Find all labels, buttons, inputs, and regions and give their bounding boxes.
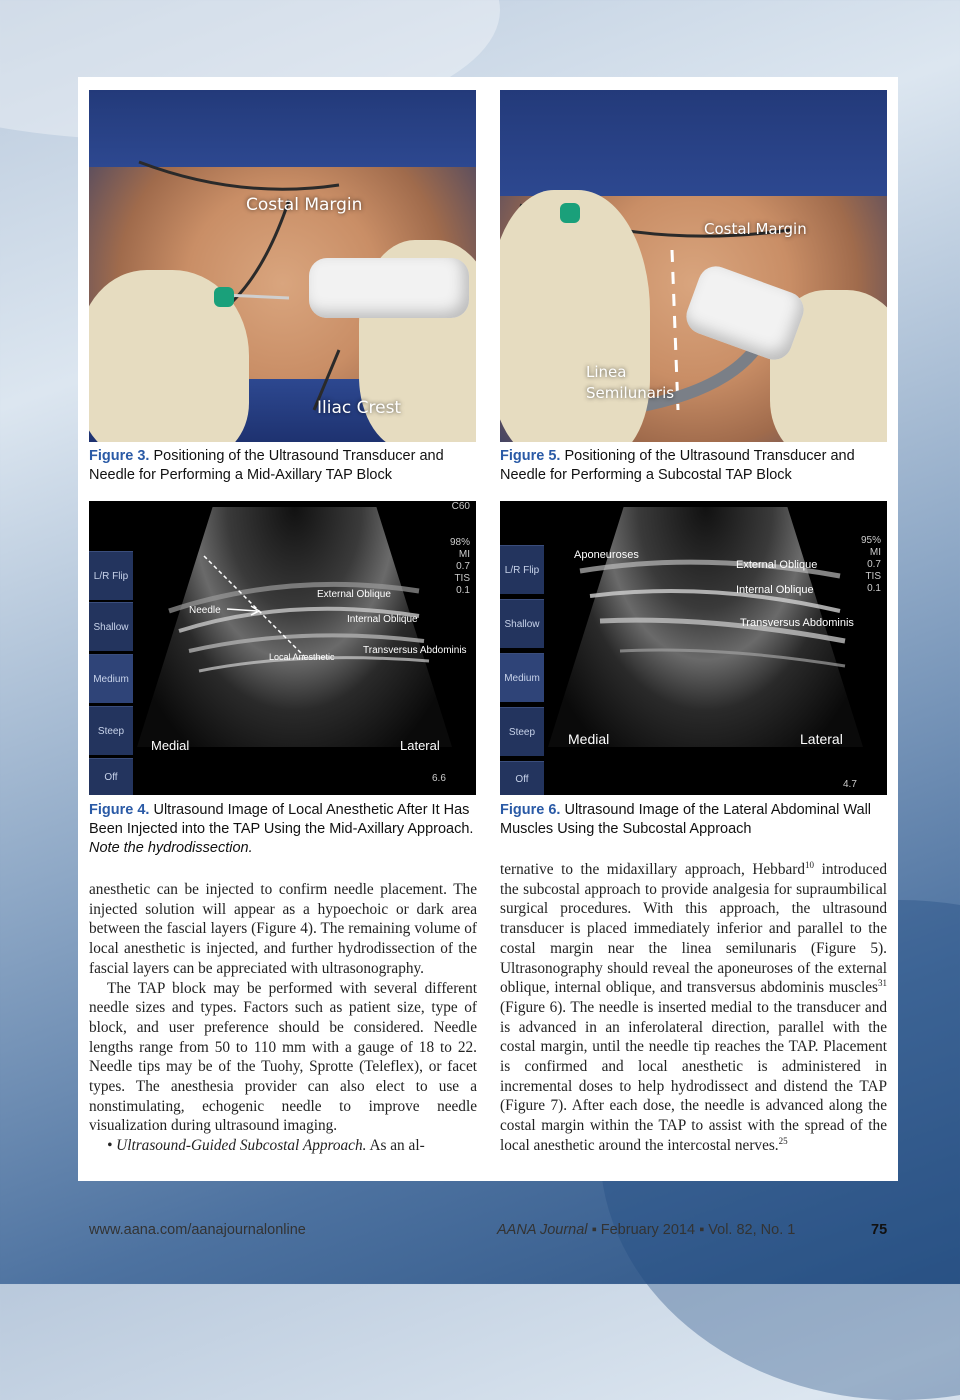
ultrasound-transducer — [309, 258, 469, 318]
figure-number: Figure 6. — [500, 802, 561, 818]
reference: 10 — [805, 859, 815, 870]
paragraph: ternative to the midaxillary approach, Hebbard$^{10}$ introduced the subcostal approach to provide analgesia for supraumbilical surgical procedures. With this approach, the ultrasound transducer is placed immediately inferior and parallel to the costal margin near the linea semilunaris (Figure 5). Ultrasonography should reveal the aponeuroses of the external oblique, internal oblique, and transversus abdominis muscles$^{31}$ (Figure 6). The needle is inserted medial to the transducer and is advanced in an inferolateral direction, parallel with the costal margin, until the needle tip reaches the TAP. Placement is confirmed and local anesthetic is administered in incremental doses to help hydrodissect and distend the TAP (Figure 7). After each dose, the needle is advanced along the costal margin within the TAP to assist with the spread of the local anesthetic around the intercostal nerves.$^{25}$ — [500, 859, 887, 1154]
right-column-text — [500, 860, 887, 1156]
figure-4-caption — [89, 801, 481, 858]
label-aponeuroses: Aponeuroses — [574, 549, 639, 561]
footer-url: www.aana.com/aanajournalonline — [89, 1222, 306, 1238]
label-needle: Needle — [189, 605, 221, 616]
menu-shallow: Shallow — [89, 602, 133, 651]
label-costal-margin: Costal Margin — [246, 195, 363, 215]
reference: 25 — [778, 1135, 788, 1146]
label-semilunaris: Semilunaris — [586, 384, 675, 402]
figure-number: Figure 3. — [89, 448, 150, 464]
label-local-anesthetic: Local Anesthetic — [269, 652, 335, 662]
tissue-layers — [500, 501, 887, 795]
menu-medium: Medium — [500, 653, 544, 702]
menu-steep: Steep — [89, 706, 133, 755]
menu-shallow: Shallow — [500, 599, 544, 648]
label-external-oblique: External Oblique — [736, 559, 818, 571]
caption-note: Note the hydrodissection. — [89, 840, 253, 856]
label-external-oblique: External Oblique — [317, 589, 391, 600]
section-heading: • Ultrasound-Guided Subcostal Approach. — [107, 1137, 367, 1155]
figure-5-photo — [500, 90, 887, 442]
figure-5-caption — [500, 447, 880, 485]
label-transversus-abdominis: Transversus Abdominis — [363, 645, 467, 656]
menu-lr-flip: L/R Flip — [500, 545, 544, 594]
label-internal-oblique: Internal Oblique — [736, 584, 814, 596]
paragraph: • Ultrasound-Guided Subcostal Approach. As an al- — [107, 1137, 425, 1155]
label-transversus-abdominis: Transversus Abdominis — [740, 617, 854, 629]
caption-text: Ultrasound Image of the Lateral Abdominal Wall Muscles Using the Subcostal Approach — [500, 802, 872, 837]
left-column-text — [89, 880, 477, 1156]
paragraph: The TAP block may be performed with several different needle sizes and types. Factors such as patient size, type of block, and user preference should be considered. Needle lengths range from 50 to 110 mm with a gauge of 18 to 22. Needle tips may be of the Tuohy, Sprotte (Teleflex), or facet types. The anesthesia provider can also elect to use a nonstimulating, echogenic needle to improve needle visualization during ultrasound imaging. — [89, 979, 477, 1135]
menu-off: Off — [500, 761, 544, 795]
side-readouts: 95% MI 0.7 TIS 0.1 — [860, 535, 881, 594]
figure-6-ultrasound — [500, 501, 887, 795]
figure-4-ultrasound — [89, 501, 476, 795]
figure-3-photo — [89, 90, 476, 442]
menu-medium: Medium — [89, 654, 133, 703]
depth-readout: 6.6 — [432, 773, 446, 784]
side-readouts: C60 98% MI 0.7 TIS 0.1 — [449, 501, 470, 596]
caption-text: Positioning of the Ultrasound Transducer and Needle for Performing a Mid-Axillary TAP Block — [89, 448, 444, 483]
reference: 31 — [878, 978, 887, 989]
caption-text: Ultrasound Image of Local Anesthetic After It Has Been Injected into the TAP Using the Mid-Axillary Approach. — [89, 802, 474, 837]
figure-6-caption — [500, 801, 885, 839]
figure-number: Figure 5. — [500, 448, 561, 464]
footer-citation: AANA Journal ▪ February 2014 ▪ Vol. 82, No. 1 — [497, 1222, 796, 1238]
menu-off: Off — [89, 758, 133, 795]
label-internal-oblique: Internal Oblique — [347, 614, 418, 625]
label-linea: Linea — [586, 363, 627, 381]
menu-lr-flip: L/R Flip — [89, 551, 133, 600]
label-iliac-crest: Iliac Crest — [317, 398, 402, 418]
paragraph: anesthetic can be injected to confirm needle placement. The injected solution will appear as a hypoechoic or dark area between the fascial layers (Figure 4). The remaining volume of local anesthetic is injected, and further hydrodissection of the fascial layers can be appreciated with ultrasonography. — [89, 881, 477, 977]
page-number: 75 — [871, 1222, 888, 1238]
menu-steep: Steep — [500, 707, 544, 756]
needle-hub — [560, 203, 580, 223]
caption-text: Positioning of the Ultrasound Transducer and Needle for Performing a Subcostal TAP Block — [500, 448, 855, 483]
figure-number: Figure 4. — [89, 802, 150, 818]
depth-readout: 4.7 — [843, 779, 857, 790]
label-medial: Medial — [568, 731, 610, 747]
label-medial: Medial — [151, 738, 190, 753]
gloved-hand — [500, 190, 650, 442]
journal-page — [78, 77, 898, 1181]
needle-hub — [214, 287, 234, 307]
label-lateral: Lateral — [400, 738, 440, 753]
figure-3-caption — [89, 447, 469, 485]
label-costal-margin: Costal Margin — [704, 220, 807, 238]
label-lateral: Lateral — [800, 731, 843, 747]
